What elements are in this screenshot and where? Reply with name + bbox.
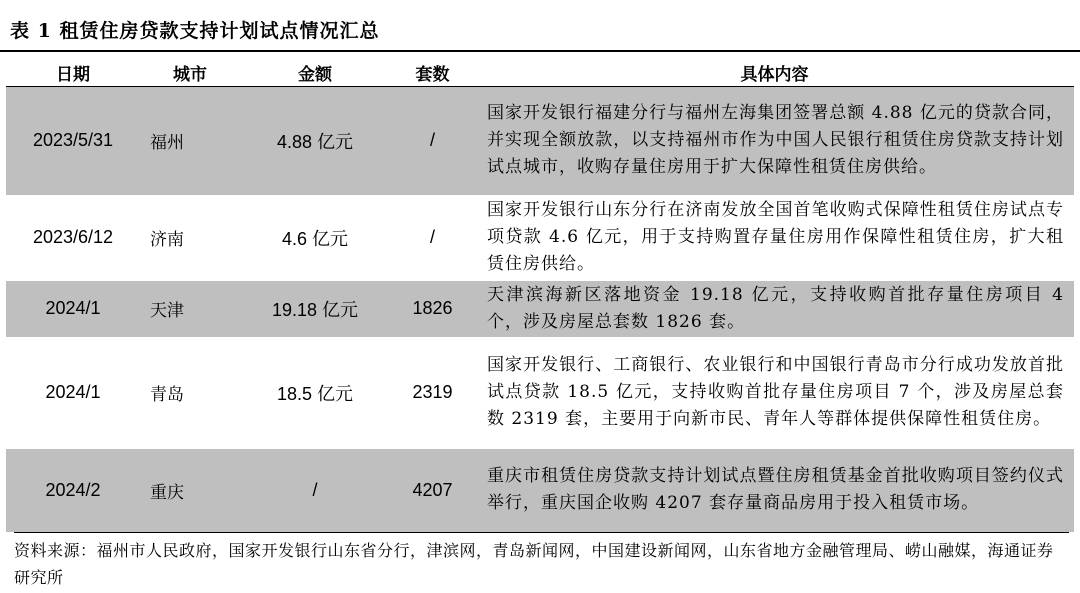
cell-city: 重庆 <box>140 448 240 532</box>
cell-date: 2024/2 <box>6 448 140 532</box>
cell-detail: 国家开发银行福建分行与福州左海集团签署总额 4.88 亿元的贷款合同，并实现全额放款，以支持福州市作为中国人民银行租赁住房贷款支持计划试点城市，收购存量住房用于扩大保障性租赁住房供给。 <box>475 86 1074 195</box>
table-row <box>6 280 1074 337</box>
cell-units: 4207 <box>390 448 475 532</box>
cell-amount: 4.6 亿元 <box>240 195 390 280</box>
table-title: 表 1 租赁住房贷款支持计划试点情况汇总 <box>10 20 380 42</box>
table-row <box>6 448 1074 532</box>
cell-amount: 4.88 亿元 <box>240 86 390 195</box>
table-row <box>6 86 1074 195</box>
cell-city: 济南 <box>140 195 240 280</box>
cell-detail: 国家开发银行山东分行在济南发放全国首笔收购式保障性租赁住房试点专项贷款 4.6 亿元，用于支持购置存量住房用作保障性租赁住房，扩大租赁住房供给。 <box>475 195 1074 280</box>
header-city: 城市 <box>140 60 240 86</box>
cell-date: 2023/5/31 <box>6 86 140 195</box>
cell-date: 2023/6/12 <box>6 195 140 280</box>
header-detail: 具体内容 <box>475 60 1074 86</box>
cell-city: 青岛 <box>140 337 240 448</box>
cell-detail: 重庆市租赁住房贷款支持计划试点暨住房租赁基金首批收购项目签约仪式举行，重庆国企收购 4207 套存量商品房用于投入租赁市场。 <box>475 448 1074 532</box>
table-row <box>6 337 1074 448</box>
cell-amount: 19.18 亿元 <box>240 280 390 337</box>
cell-units: 1826 <box>390 280 475 337</box>
cell-units: / <box>390 86 475 195</box>
cell-city: 天津 <box>140 280 240 337</box>
cell-units: 2319 <box>390 337 475 448</box>
cell-detail: 国家开发银行、工商银行、农业银行和中国银行青岛市分行成功发放首批试点贷款 18.5 亿元，支持收购首批存量住房项目 7 个，涉及房屋总套数 2319 套，主要用于向新市民、青年人等群体提供保障性租赁住房。 <box>475 337 1074 448</box>
source-note: 资料来源：福州市人民政府，国家开发银行山东省分行，津滨网，青岛新闻网，中国建设新闻网，山东省地方金融管理局、崂山融媒，海通证券研究所 <box>14 532 1069 591</box>
cell-amount: / <box>240 448 390 532</box>
cell-amount: 18.5 亿元 <box>240 337 390 448</box>
header-amount: 金额 <box>240 60 390 86</box>
cell-date: 2024/1 <box>6 337 140 448</box>
header-date: 日期 <box>6 60 140 86</box>
title-bar <box>0 0 1080 52</box>
header-units: 套数 <box>390 60 475 86</box>
cell-detail: 天津滨海新区落地资金 19.18 亿元，支持收购首批存量住房项目 4 个，涉及房屋总套数 1826 套。 <box>475 280 1074 337</box>
cell-city: 福州 <box>140 86 240 195</box>
table-row <box>6 195 1074 280</box>
pilot-summary-table <box>6 60 1074 533</box>
cell-units: / <box>390 195 475 280</box>
table-header-row <box>6 60 1074 86</box>
cell-date: 2024/1 <box>6 280 140 337</box>
